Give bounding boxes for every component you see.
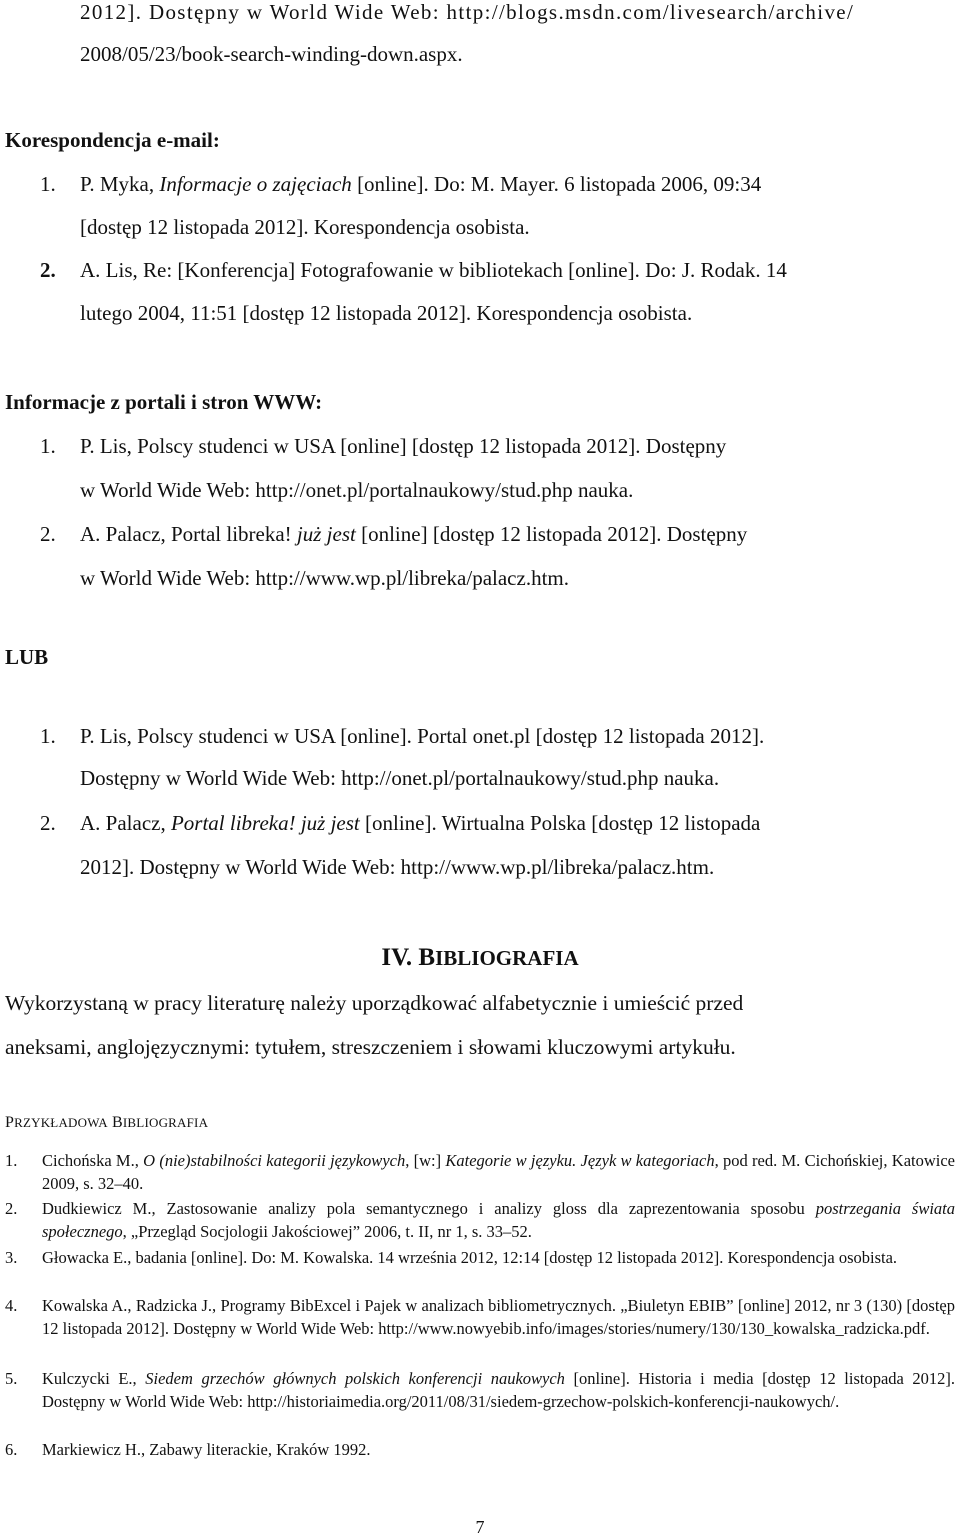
reference-item [5,1367,955,1413]
email-item-1-line2: [dostęp 12 listopada 2012]. Korespondencja osobista. [80,215,530,239]
portals-item-2-line2: w World Wide Web: http://www.wp.pl/libreka/palacz.htm. [80,566,569,590]
reference-text: [online]. Historia i media [dostęp 12 listopada 2012]. Dostępny w World Wide Web: http://historiaimedia.org/2011/08/31/siedem-grzechow-polskich-konferencji-naukowych/. [42,1369,956,1411]
reference-item [5,1246,955,1269]
lub-item-2-num: 2. [40,811,56,835]
email-item-1-num: 1. [40,172,56,196]
bibliography-title [0,944,960,972]
bibliography-para-line1: Wykorzystaną w pracy literaturę należy uporządkować alfabetycznie i umieścić przed [5,991,744,1015]
portals-item-2-italic: już jest [296,522,356,546]
reference-number: 1. [5,1151,18,1170]
reference-item [5,1149,955,1195]
reference-text: Markiewicz H., Zabawy literackie, Kraków 1992. [42,1440,371,1459]
reference-text: , [w:] [405,1151,442,1170]
example-heading-rest2: IBLIOGRAFIA [122,1115,209,1130]
portals-item-2-author: A. Palacz, Portal libreka! [80,522,292,546]
example-bibliography-heading [5,1114,208,1132]
reference-author: Dudkiewicz M., Zastosowanie analizy pola semantycznego i analizy gloss dla zaprezentowania sposobu [42,1199,805,1218]
reference-number: 6. [5,1440,18,1459]
reference-title: Siedem grzechów głównych polskich konferencji naukowych [145,1369,565,1388]
bibliography-roman: IV. [381,944,413,971]
reference-item [5,1294,955,1340]
reference-number: 5. [5,1369,18,1388]
reference-title: O (nie)stabilności kategorii językowych [143,1151,406,1170]
email-item-1-rest: [online]. Do: M. Mayer. 6 listopada 2006, 09:34 [357,172,762,196]
reference-number: 4. [5,1296,18,1315]
top-line-1-text: 2012]. Dostępny w World Wide Web: http://blogs.msdn.com/livesearch/archive/ [80,0,855,24]
lub-item-1-line1: P. Lis, Polscy studenci w USA [online]. Portal onet.pl [dostęp 12 listopada 2012]. [80,724,765,748]
email-item-2-line1: A. Lis, Re: [Konferencja] Fotografowanie w bibliotekach [online]. Do: J. Rodak. 14 [80,258,787,282]
lub-item-1-line2: Dostępny w World Wide Web: http://onet.pl/portalnaukowy/stud.php nauka. [80,766,720,790]
lub-item-2-rest: [online]. Wirtualna Polska [dostęp 12 listopada [365,811,761,835]
reference-title-2: Kategorie w języku. Język w kategoriach [445,1151,715,1170]
email-heading: Korespondencja e-mail: [5,128,220,152]
reference-text: Głowacka E., badania [online]. Do: M. Kowalska. 14 września 2012, 12:14 [dostęp 12 listopada 2012]. Korespondencja osobista. [42,1248,898,1267]
reference-item [5,1197,955,1243]
top-line-1 [80,0,952,24]
email-item-1-author: P. Myka, [80,172,155,196]
lub-item-2-author: A. Palacz, [80,811,166,835]
bibliography-title-rest: IBLIOGRAFIA [435,946,579,970]
portals-item-2-line1 [80,522,747,546]
reference-author: Cichońska M., [42,1151,139,1170]
reference-item [5,1438,955,1461]
reference-number: 3. [5,1248,18,1267]
page-number: 7 [475,1517,485,1537]
lub-heading: LUB [5,645,49,669]
portals-heading: Informacje z portali i stron WWW: [5,390,323,414]
email-item-2-num: 2. [40,258,56,282]
portals-item-1-line2: w World Wide Web: http://onet.pl/portalnaukowy/stud.php nauka. [80,478,634,502]
reference-author: Kulczycki E., [42,1369,137,1388]
lub-item-2-line2: 2012]. Dostępny w World Wide Web: http://www.wp.pl/libreka/palacz.htm. [80,855,715,879]
reference-text-2: , pod red. M. Cichońskiej, Katowice 2009, s. 32–40. [42,1151,956,1193]
email-item-1-title: Informacje o zajęciach [159,172,352,196]
example-heading-rest1: RZYKŁADOWA [14,1115,108,1130]
portals-item-2-rest: [online] [dostęp 12 listopada 2012]. Dostępny [361,522,748,546]
lub-item-2-line1 [80,811,760,835]
portals-item-1-line1: P. Lis, Polscy studenci w USA [online] [dostęp 12 listopada 2012]. Dostępny [80,434,727,458]
example-heading-b: B [112,1114,123,1131]
portals-item-2-num: 2. [40,522,56,546]
bibliography-title-first: B [418,944,436,971]
lub-item-2-italic: Portal libreka! już jest [170,811,360,835]
portals-item-1-num: 1. [40,434,56,458]
lub-item-1-num: 1. [40,724,56,748]
reference-text: , „Przegląd Socjologii Jakościowej” 2006, t. II, nr 1, s. 33–52. [122,1222,532,1241]
email-item-2-line2: lutego 2004, 11:51 [dostęp 12 listopada 2012]. Korespondencja osobista. [80,301,693,325]
email-item-1 [80,172,952,196]
example-heading-p: P [5,1114,15,1131]
reference-number: 2. [5,1199,18,1218]
top-line-2: 2008/05/23/book-search-winding-down.aspx. [80,42,463,66]
reference-title: postrzegania świata społecznego [42,1199,955,1241]
bibliography-para-line2: aneksami, anglojęzycznymi: tytułem, streszczeniem i słowami kluczowymi artykułu. [5,1035,736,1059]
reference-text: Kowalska A., Radzicka J., Programy BibExcel i Pajek w analizach bibliometrycznych. „Biuletyn EBIB” [online] 2012, nr 3 (130) [dostęp 12 listopada 2012]. Dostępny w World Wide Web: http://www.nowyebib.info/images/stories/numery/130/130_kowalska_radzicka.pdf. [42,1296,955,1338]
